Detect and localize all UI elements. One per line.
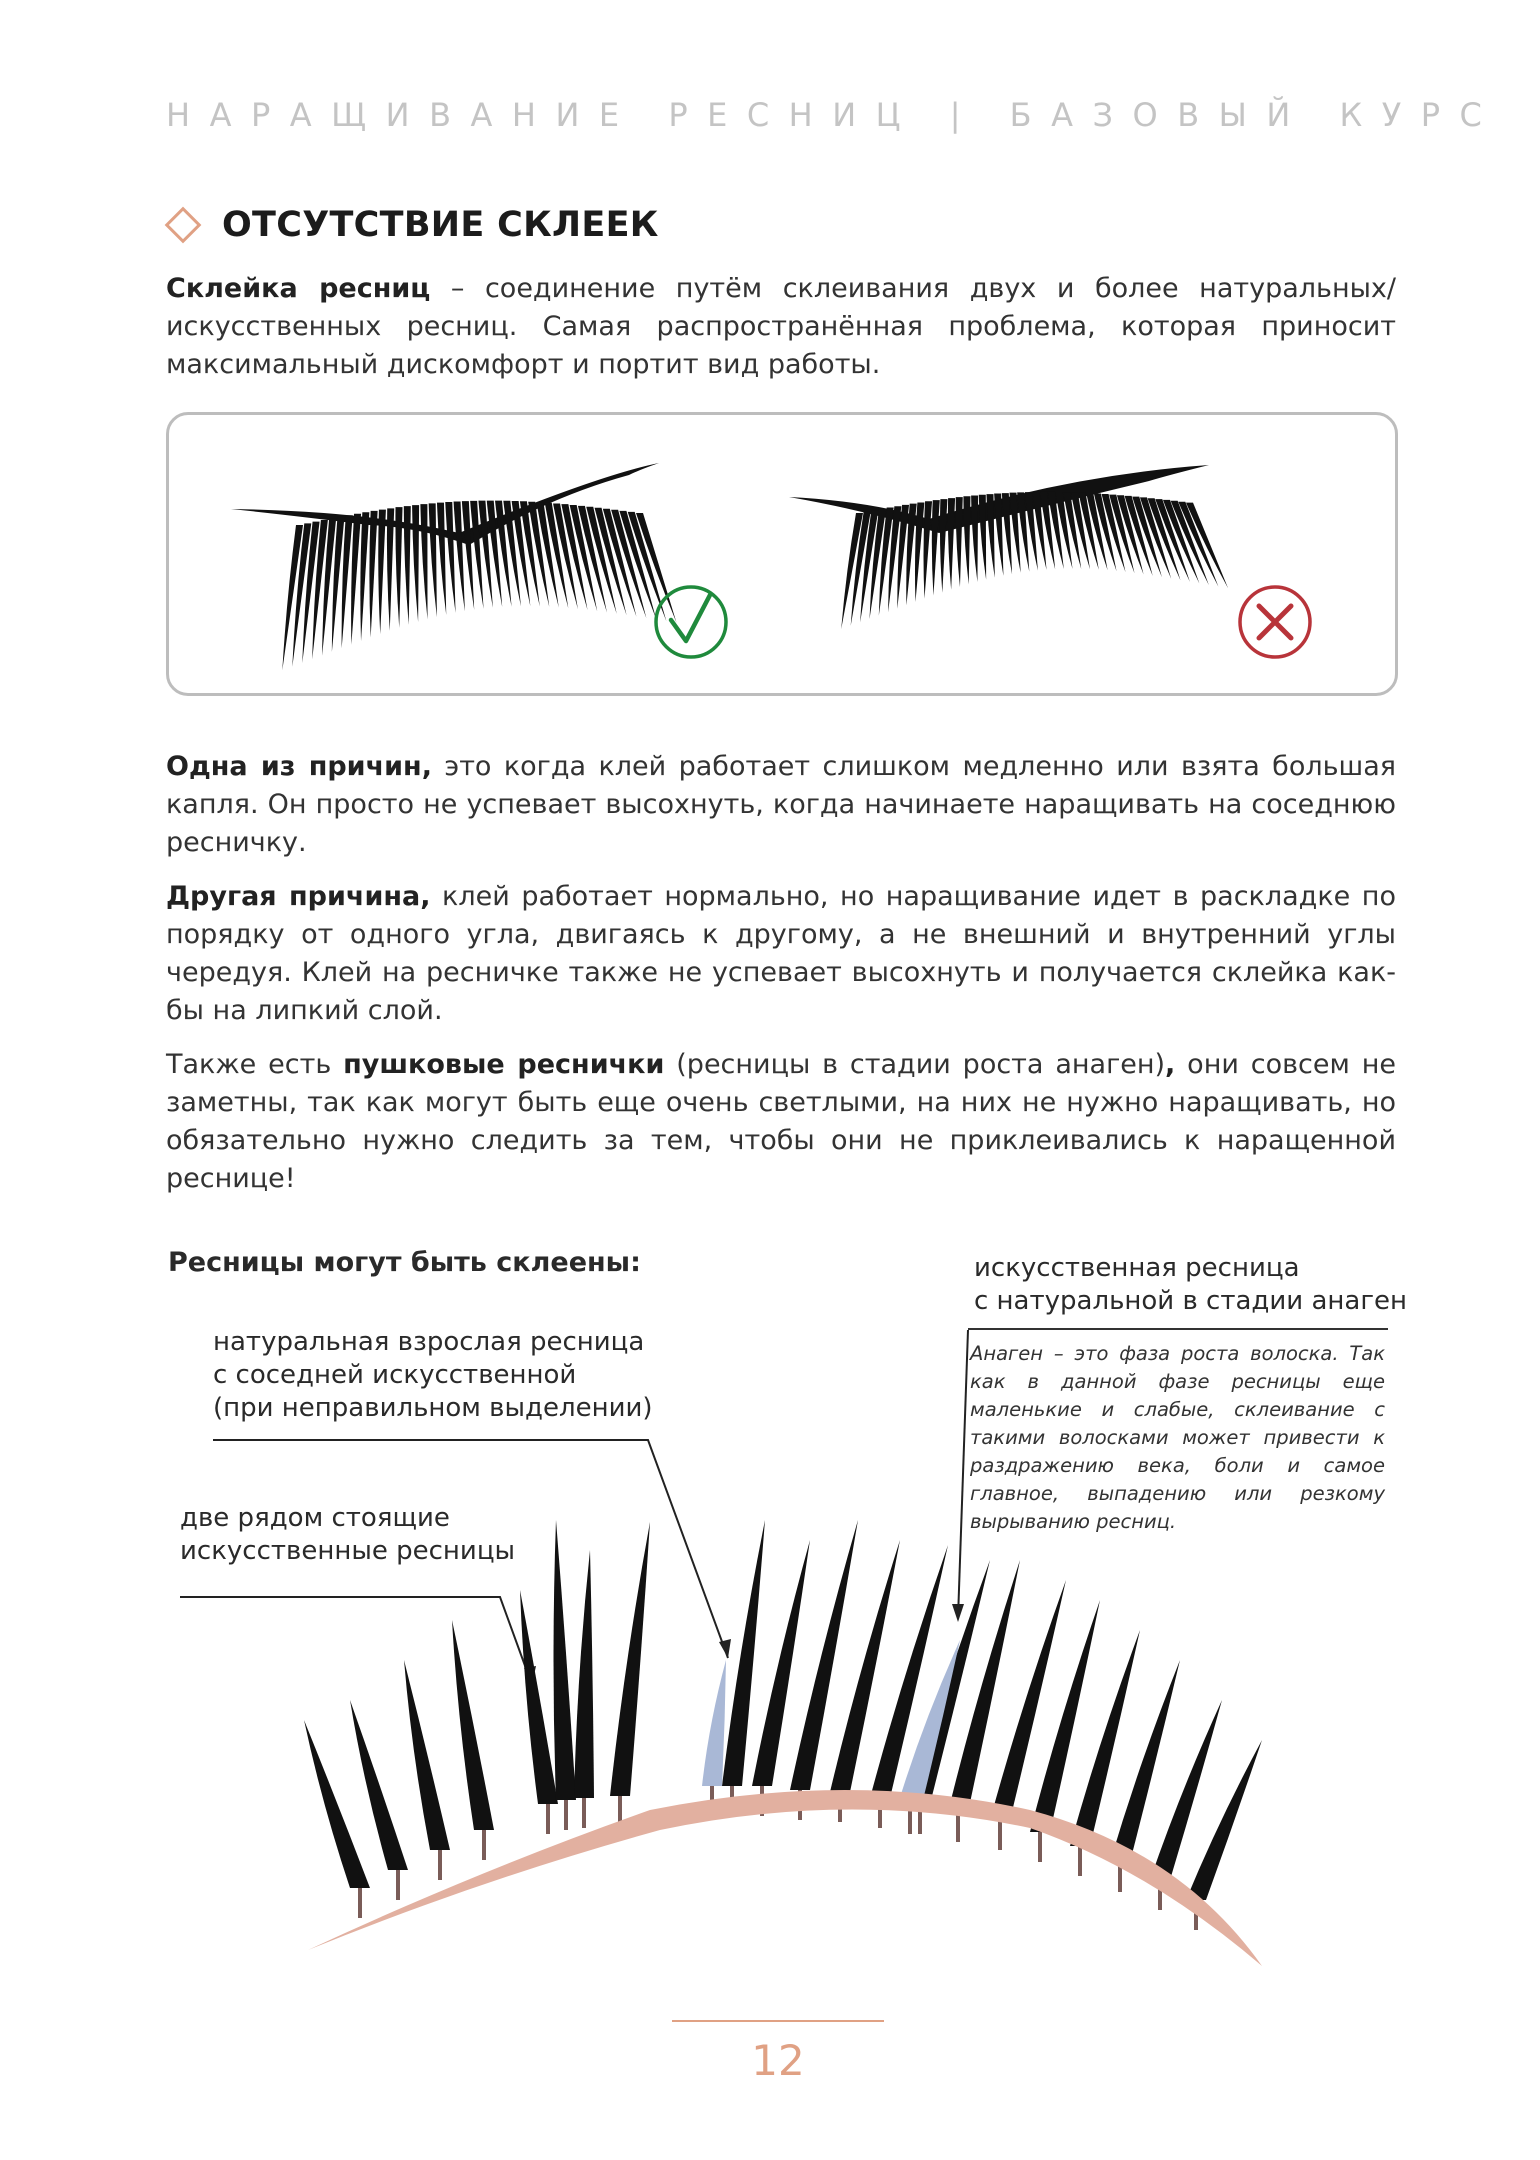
reason-third-comma: , (1165, 1049, 1176, 1080)
label-two-line-1: две рядом стоящие (180, 1503, 450, 1533)
anagen-note: Анаген – это фаза роста волоска. Так как в данной фазе ресницы еще маленькие и слабые, склеивание с такими волосками может привести к раздражению века, боли и самое главное, выпадению или резкому вырыванию ресниц. (970, 1342, 1385, 1533)
label-anagen-line-2: с натуральной в стадии анаген (974, 1286, 1407, 1316)
running-header: НАРАЩИВАНИЕ РЕСНИЦ | БАЗОВЫЙ КУРС (166, 96, 1502, 134)
diagram-heading: Ресницы могут быть склеены: (168, 1247, 641, 1278)
reason-third-pre: Также есть (166, 1049, 344, 1080)
reason-second-text: клей работает нормально, но наращивание идет в раскладке по порядку от одного угла, двигаясь к другому, а не внешний и внутренний углы чередуя. Клей на ресничке также не успевает высохнуть и получается склейка как-бы на липкий слой. (166, 881, 1396, 1026)
eyelash-row (304, 1520, 1262, 1930)
footer-divider (672, 2020, 884, 2022)
section-title: ОТСУТСТВИЕ СКЛЕЕК (222, 205, 659, 245)
page-number: 12 (751, 2036, 805, 2085)
label-natural-line-1: натуральная взрослая ресница (213, 1327, 645, 1357)
label-natural-line-2: с соседней искусственной (213, 1360, 577, 1390)
reason-third-text: они совсем не заметны, так как могут быть еще очень светлыми, на них не нужно наращивать, но обязательно нужно следить за тем, чтобы они не приклеивались к наращенной реснице! (166, 1049, 1396, 1194)
reason-first-lead: Одна из причин, (166, 751, 432, 782)
reason-first-text: это когда клей работает слишком медленно или взята большая капля. Он просто не успевает высохнуть, когда начинаете наращивать на соседнюю ресничку. (166, 751, 1396, 858)
reason-third-bold: пушковые реснички (343, 1049, 665, 1080)
intro-term: Склейка ресниц (166, 273, 431, 304)
reason-second-lead: Другая причина, (166, 881, 431, 912)
reason-third-mid: (ресницы в стадии роста анаген) (664, 1049, 1166, 1080)
intro-text: – соединение путём склеивания двух и более натуральных/искусственных ресниц. Самая распространённая проблема, которая приносит максимальный дискомфорт и портит вид работы. (166, 273, 1396, 380)
label-two-line-2: искусственные ресницы (180, 1536, 516, 1566)
label-anagen-line-1: искусственная ресница (974, 1253, 1300, 1283)
label-natural-line-3: (при неправильном выделении) (213, 1393, 653, 1423)
